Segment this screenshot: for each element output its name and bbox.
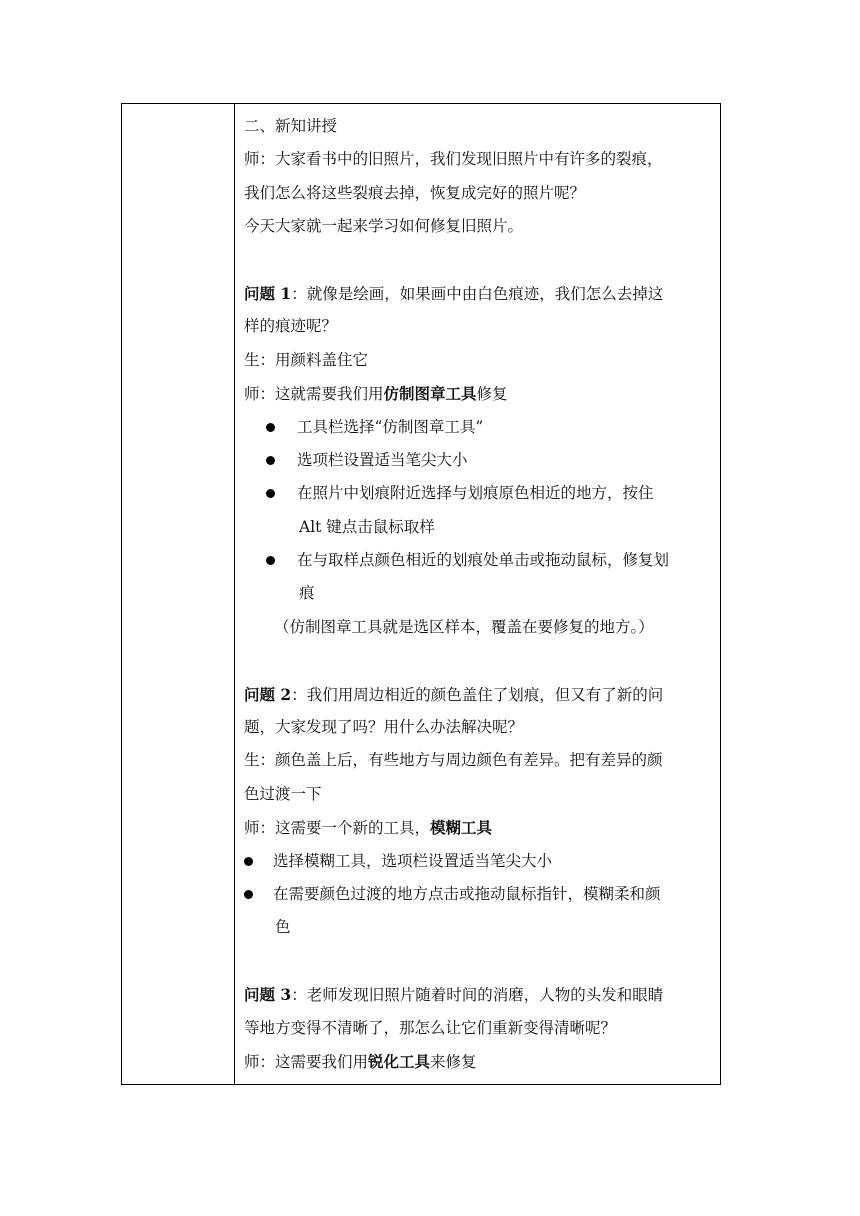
list-item (244, 444, 720, 477)
note: （仿制图章工具就是选区样本，覆盖在要修复的地方。） (274, 617, 654, 636)
list-item-text: 选择模糊工具，选项栏设置适当笔尖大小 (273, 851, 553, 870)
list-item-text: 选项栏设置适当笔尖大小 (297, 450, 468, 469)
teacher-line-3-post: 来修复 (430, 1052, 477, 1071)
intro-line-1: 师：大家看书中的旧照片，我们发现旧照片中有许多的裂痕， (244, 150, 663, 169)
teacher-line-3 (244, 1045, 720, 1078)
intro-line-2: 我们怎么将这些裂痕去掉，恢复成完好的照片呢？ (244, 183, 586, 202)
teacher-line-1-pre: 师：这就需要我们用 (244, 385, 384, 404)
question-3 (244, 978, 720, 1011)
question-3-cont: 等地方变得不清晰了，那怎么让它们重新变得清晰呢？ (244, 1018, 617, 1037)
question-1-cont: 样的痕迹呢？ (244, 317, 338, 336)
list-item-text: 工具栏选择“仿制图章工具” (297, 417, 484, 436)
list-item (244, 845, 720, 878)
spacer (244, 945, 720, 978)
bullet-icon (266, 489, 275, 498)
question-3-text: ：老师发现旧照片随着时间的消磨，人物的头发和眼睛 (291, 986, 664, 1005)
question-1 (244, 277, 720, 310)
list-item-text: 在与取样点颜色相近的划痕处单击或拖动鼠标，修复划 (297, 551, 670, 570)
list-item-cont: 痕 (299, 584, 315, 603)
tool-clone-stamp: 仿制图章工具 (383, 384, 477, 404)
list-item (244, 411, 720, 444)
list-item-text: 在照片中划痕附近选择与划痕原色相近的地方，按住 (297, 484, 654, 503)
tool-sharpen: 锐化工具 (368, 1051, 431, 1071)
tool-blur: 模糊工具 (430, 818, 493, 838)
teacher-line-2 (244, 811, 720, 844)
question-2 (244, 678, 720, 711)
student-answer-2-cont: 色过渡一下 (244, 784, 322, 803)
list-item (244, 878, 720, 911)
list-item (244, 477, 720, 510)
bullet-icon (266, 423, 275, 432)
student-answer-1: 生：用颜料盖住它 (244, 350, 369, 369)
column-divider (234, 104, 235, 1084)
question-2-cont: 题，大家发现了吗？用什么办法解决呢？ (244, 718, 524, 737)
list-item-text: 在需要颜色过渡的地方点击或拖动鼠标指针，模糊柔和颜 (273, 884, 661, 903)
question-2-text: ：我们用周边相近的颜色盖住了划痕，但又有了新的问 (291, 685, 664, 704)
question-2-label: 问题 2 (244, 684, 292, 704)
student-answer-2: 生：颜色盖上后，有些地方与周边颜色有差异。把有差异的颜 (244, 751, 663, 770)
list-item (244, 544, 720, 577)
list-item-cont: 色 (275, 918, 291, 937)
content-cell (244, 110, 720, 1078)
bullet-icon (244, 890, 253, 899)
bullet-icon (244, 857, 253, 866)
bullet-icon (266, 556, 275, 565)
lesson-table (121, 103, 721, 1085)
bullet-icon (266, 456, 275, 465)
question-3-label: 问题 3 (244, 985, 292, 1005)
intro-line-3: 今天大家就一起来学习如何修复旧照片。 (244, 217, 524, 236)
question-1-text: ：就像是绘画，如果画中由白色痕迹，我们怎么去掉这 (291, 284, 664, 303)
list-item-cont: Alt 键点击鼠标取样 (299, 517, 435, 536)
question-1-label: 问题 1 (244, 283, 292, 303)
section-title: 二、新知讲授 (244, 117, 338, 135)
teacher-line-1-post: 修复 (476, 385, 508, 404)
teacher-line-2-pre: 师：这需要一个新的工具， (244, 819, 431, 838)
teacher-line-1 (244, 377, 720, 410)
spacer (244, 244, 720, 277)
teacher-line-3-pre: 师：这需要我们用 (244, 1052, 369, 1071)
spacer (244, 644, 720, 677)
